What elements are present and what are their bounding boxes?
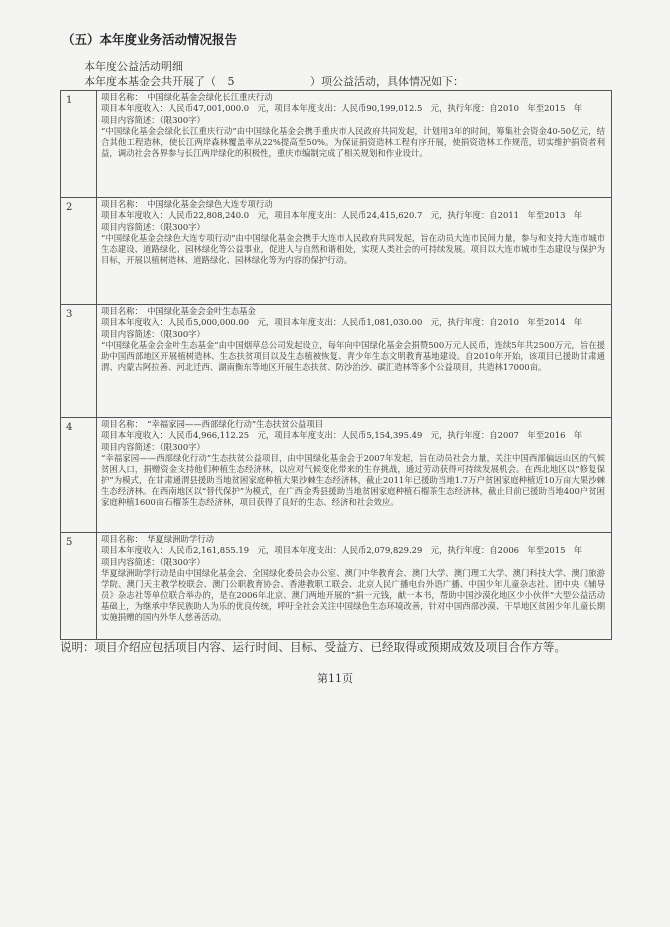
section-title: （五）本年度业务活动情况报告	[62, 32, 238, 47]
project-content	[97, 533, 612, 640]
project-row	[61, 305, 612, 418]
project-name: 中国绿化基金会金叶生态基金	[147, 306, 256, 316]
project-number: 1	[61, 91, 97, 198]
project-name-label: 项目名称：	[101, 199, 139, 209]
count-suffix: ）项公益活动，具体情况如下：	[310, 75, 464, 88]
project-content	[97, 418, 612, 533]
desc-limit: （限300字）	[159, 114, 205, 125]
project-name-line	[101, 92, 607, 103]
period-label: 执行年度：	[447, 103, 490, 114]
count-prefix: 本年度本基金会共开展了（	[84, 75, 216, 88]
activity-count: 5	[227, 75, 235, 88]
project-name-line	[101, 306, 607, 317]
project-content	[97, 305, 612, 418]
project-finance-line	[101, 545, 607, 556]
project-finance-line	[101, 430, 607, 441]
project-row	[61, 198, 612, 305]
project-number: 3	[61, 305, 97, 418]
project-description: “中国绿化基金会金叶生态基金”由中国烟草总公司发起设立，每年向中国绿化基金会捐赞500万元人民币，连续5年共2500万元，旨在援助中国西部地区开展植树造林、生态扶贫项目以及生态植被恢复、青少年生态文明教育基地建设。自2010年开始，该项目已援助甘肃通渭、内蒙古阿拉善、河北迁西、湖南衡东等地区开展生态扶贫、防沙治沙、碳汇造林等多个公益项目，共造林17000亩。	[101, 340, 605, 373]
project-finance-line	[101, 210, 607, 221]
period-value: 自2006 年至2015 年	[489, 545, 583, 556]
period-label: 执行年度：	[447, 317, 490, 328]
period-value: 自2010 年至2014 年	[489, 317, 583, 328]
expense-value: 人民币2,079,829.29 元，	[341, 545, 448, 556]
income-value: 人民币47,001,000.0 元，	[168, 103, 275, 114]
project-desc-heading	[101, 222, 607, 233]
project-desc-heading	[101, 557, 607, 568]
expense-label: 项目本年度支出：	[274, 317, 342, 328]
income-value: 人民币22,808,240.0 元，	[168, 210, 275, 221]
project-name-line	[101, 419, 607, 430]
project-name-line	[101, 534, 607, 545]
desc-limit: （限300字）	[159, 556, 205, 567]
project-number: 4	[61, 418, 97, 533]
project-desc-heading	[101, 115, 607, 126]
project-description: “中国绿化基金会绿色大连专项行动”由中国绿化基金会携手大连市人民政府共同发起，旨在动员大连市民间力量，参与和支持大连市城市生态建设、道路绿化、园林绿化等公益事业，促进人与自然和谐相处，实现人类社会的可持续发展。项目以大连市城市生态建设与保护为目标，开展以植树造林、道路绿化、园林绿化等为内容的保护行动。	[101, 233, 605, 266]
project-finance-line	[101, 103, 607, 114]
project-row	[61, 418, 612, 533]
expense-label: 项目本年度支出：	[274, 430, 342, 441]
expense-value: 人民币5,154,395.49 元，	[341, 430, 448, 441]
expense-value: 人民币1,081,030.00 元，	[341, 317, 448, 328]
project-name: 中国绿化基金会绿化长江重庆行动	[147, 92, 273, 102]
desc-label: 项目内容简述：	[101, 441, 160, 452]
project-description: “中国绿化基金会绿化长江重庆行动”由中国绿化基金会携手重庆市人民政府共同发起，计划用3年的时间，筹集社会资金40-50亿元，结合其他工程造林，使长江两岸森林覆盖率从22%提高至50%。为保证捐资造林工程有序开展，使捐资造林工作规范，切实维护捐资者利益，调动社会各界参与长江两岸绿化的积极性，重庆市编制完成了相关规划和作业设计。	[101, 126, 605, 159]
income-label: 项目本年度收入：	[101, 210, 168, 221]
project-name: “幸福家园——西部绿化行动”生态扶贫公益项目	[147, 419, 324, 429]
project-name-line	[101, 199, 607, 210]
income-label: 项目本年度收入：	[101, 103, 168, 114]
desc-label: 项目内容简述：	[101, 114, 160, 125]
project-name-label: 项目名称：	[101, 419, 139, 429]
period-label: 执行年度：	[447, 210, 490, 221]
expense-label: 项目本年度支出：	[274, 545, 342, 556]
desc-label: 项目内容简述：	[101, 221, 160, 232]
income-label: 项目本年度收入：	[101, 317, 168, 328]
project-number: 2	[61, 198, 97, 305]
expense-value: 人民币90,199,012.5 元，	[341, 103, 448, 114]
income-value: 人民币2,161,855.19 元，	[168, 545, 275, 556]
desc-limit: （限300字）	[159, 441, 205, 452]
footnote: 说明：项目介绍应包括项目内容、运行时间、目标、受益方、已经取得或预期成效及项目合作方等。	[60, 640, 566, 654]
expense-label: 项目本年度支出：	[274, 210, 342, 221]
activity-count-line	[84, 73, 624, 89]
period-label: 执行年度：	[447, 545, 490, 556]
project-name-label: 项目名称：	[101, 306, 139, 316]
project-content	[97, 91, 612, 198]
expense-label: 项目本年度支出：	[274, 103, 342, 114]
project-desc-heading	[101, 329, 607, 340]
desc-label: 项目内容简述：	[101, 556, 160, 567]
project-name: 中国绿化基金会绿色大连专项行动	[147, 199, 273, 209]
project-description: 华夏绿洲助学行动是由中国绿化基金会、全国绿化委员会办公室、澳门中华教育会、澳门大学、澳门理工大学、澳门科技大学、澳门旅游学院、澳门天主教学校联会、澳门公职教育协会、香港教职工联会、北京人民广播电台外语广播、中国少年儿童杂志社、团中央《辅导员》杂志社等单位联合举办的，是在2006年北京、澳门两地开展的“捐一元钱，献一本书，帮助中国沙漠化地区少小伙伴”大型公益活动基础上，为继承中华民族助人为乐的优良传统，呼吁全社会关注中国绿色生态环境改善，针对中国西部沙漠、干旱地区贫困少年儿童长期实施捐赠的国内外华人慈善活动。	[101, 568, 605, 623]
desc-limit: （限300字）	[159, 221, 205, 232]
project-finance-line	[101, 317, 607, 328]
expense-value: 人民币24,415,620.7 元，	[341, 210, 448, 221]
project-content	[97, 198, 612, 305]
project-desc-heading	[101, 442, 607, 453]
subtitle: 本年度公益活动明细	[84, 60, 183, 73]
project-row	[61, 533, 612, 640]
income-value: 人民币4,966,112.25 元，	[168, 430, 275, 441]
period-value: 自2010 年至2015 年	[489, 103, 583, 114]
desc-limit: （限300字）	[159, 328, 205, 339]
period-value: 自2007 年至2016 年	[489, 430, 583, 441]
period-value: 自2011 年至2013 年	[489, 210, 583, 221]
project-row	[61, 91, 612, 198]
period-label: 执行年度：	[447, 430, 490, 441]
desc-label: 项目内容简述：	[101, 328, 160, 339]
project-table	[60, 90, 612, 640]
income-label: 项目本年度收入：	[101, 545, 168, 556]
income-value: 人民币5,000,000.00 元，	[168, 317, 275, 328]
page-number: 第11页	[317, 672, 353, 685]
project-name-label: 项目名称：	[101, 92, 139, 102]
project-name-label: 项目名称：	[101, 534, 139, 544]
project-number: 5	[61, 533, 97, 640]
income-label: 项目本年度收入：	[101, 430, 168, 441]
project-description: “幸福家园——西部绿化行动”生态扶贫公益项目，由中国绿化基金会于2007年发起，旨在动员社会力量，关注中国西部偏远山区的气候贫困人口，捐赠资金支持他们种植生态经济林，以应对气候变化带来的生存挑战，通过劳动获得可持续发展机会。在西北地区以“修复保护”为模式，在甘肃通渭县援助当地贫困家庭种植大果沙棘生态经济林，截止2011年已援助当地1.7万户贫困家庭种植近10万亩大果沙棘生态经济林。在西南地区以“替代保护”为模式，在广西金秀县援助当地贫困家庭种植石榴茶生态经济林，截止目前已援助当地400户贫困家庭种植1600亩石榴茶生态经济林，项目获得了良好的生态、经济和社会效应。	[101, 453, 605, 508]
project-name: 华夏绿洲助学行动	[147, 534, 215, 544]
